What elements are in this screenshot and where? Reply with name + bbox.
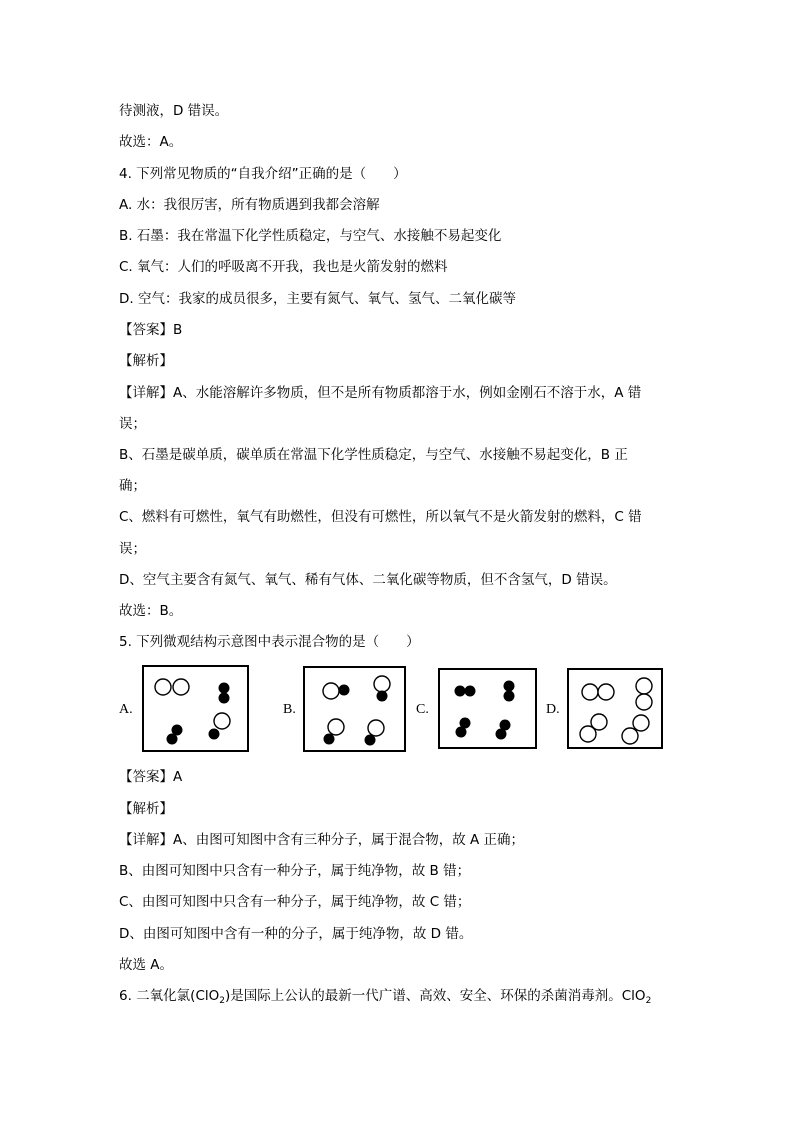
diagram-c-molecules (440, 670, 535, 747)
explanation-line: 【详解】A、水能溶解许多物质，但不是所有物质都溶于水，例如金刚石不溶于水，A 错 (119, 385, 642, 401)
analysis-label: 【解析】 (119, 801, 173, 817)
explanation-line: D、由图可知图中含有一种的分子，属于纯净物，故 D 错。 (119, 926, 473, 942)
diagram-d-molecules (569, 670, 661, 747)
explanation-line: 误； (119, 416, 146, 432)
question-4-option-c: C. 氧气：人们的呼吸离不开我，我也是火箭发射的燃料 (119, 259, 448, 275)
text-line: 故选：A。 (119, 134, 183, 150)
subscript: 2 (219, 996, 225, 1006)
answer-label: 【答案】B (119, 322, 183, 338)
question-5-stem: 5. 下列微观结构示意图中表示混合物的是（ ） (119, 634, 420, 650)
diagram-d (567, 668, 663, 749)
question-6-prefix: 6. 二氧化氯(ClO (119, 988, 220, 1004)
explanation-line: C、燃料有可燃性，氧气有助燃性，但没有可燃性，所以氧气不是火箭发射的燃料，C 错 (119, 509, 642, 525)
diagram-b (303, 666, 406, 752)
explanation-line: C、由图可知图中只含有一种分子，属于纯净物，故 C 错； (119, 894, 471, 910)
question-4-stem: 4. 下列常见物质的“自我介绍”正确的是（ ） (119, 166, 407, 182)
explanation-line: D、空气主要含有氮气、氧气、稀有气体、二氧化碳等物质，但不含氢气，D 错误。 (119, 572, 617, 588)
diagram-b-molecules (305, 668, 404, 750)
text-line: 故选 A。 (119, 957, 174, 973)
option-d-label: D. (546, 702, 560, 717)
option-a-label: A. (119, 702, 133, 717)
diagram-a (142, 665, 249, 752)
subscript: 2 (645, 996, 652, 1006)
answer-label: 【答案】A (119, 769, 183, 785)
question-6-stem (119, 987, 651, 1010)
question-4-option-d: D. 空气：我家的成员很多，主要有氮气、氧气、氢气、二氧化碳等 (119, 291, 516, 307)
explanation-line: B、石墨是碳单质，碳单质在常温下化学性质稳定，与空气、水接触不易起变化，B 正 (119, 447, 628, 463)
explanation-line: 误； (119, 541, 146, 557)
explanation-line: 确； (119, 478, 146, 494)
question-4-option-b: B. 石墨：我在常温下化学性质稳定，与空气、水接触不易起变化 (119, 228, 502, 244)
option-c-label: C. (416, 702, 429, 717)
option-b-label: B. (283, 702, 296, 717)
analysis-label: 【解析】 (119, 353, 173, 369)
text-line: 待测液，D 错误。 (119, 103, 229, 119)
diagram-c (438, 668, 537, 749)
text-line: 故选：B。 (119, 603, 183, 619)
question-6-middle: )是国际上公认的最新一代广谱、高效、安全、环保的杀菌消毒剂。ClO (224, 988, 646, 1004)
explanation-line: 【详解】A、由图可知图中含有三种分子，属于混合物，故 A 正确； (119, 832, 525, 848)
question-4-option-a: A. 水：我很厉害，所有物质遇到我都会溶解 (119, 197, 380, 213)
explanation-line: B、由图可知图中只含有一种分子，属于纯净物，故 B 错； (119, 863, 471, 879)
diagram-a-molecules (144, 667, 247, 750)
